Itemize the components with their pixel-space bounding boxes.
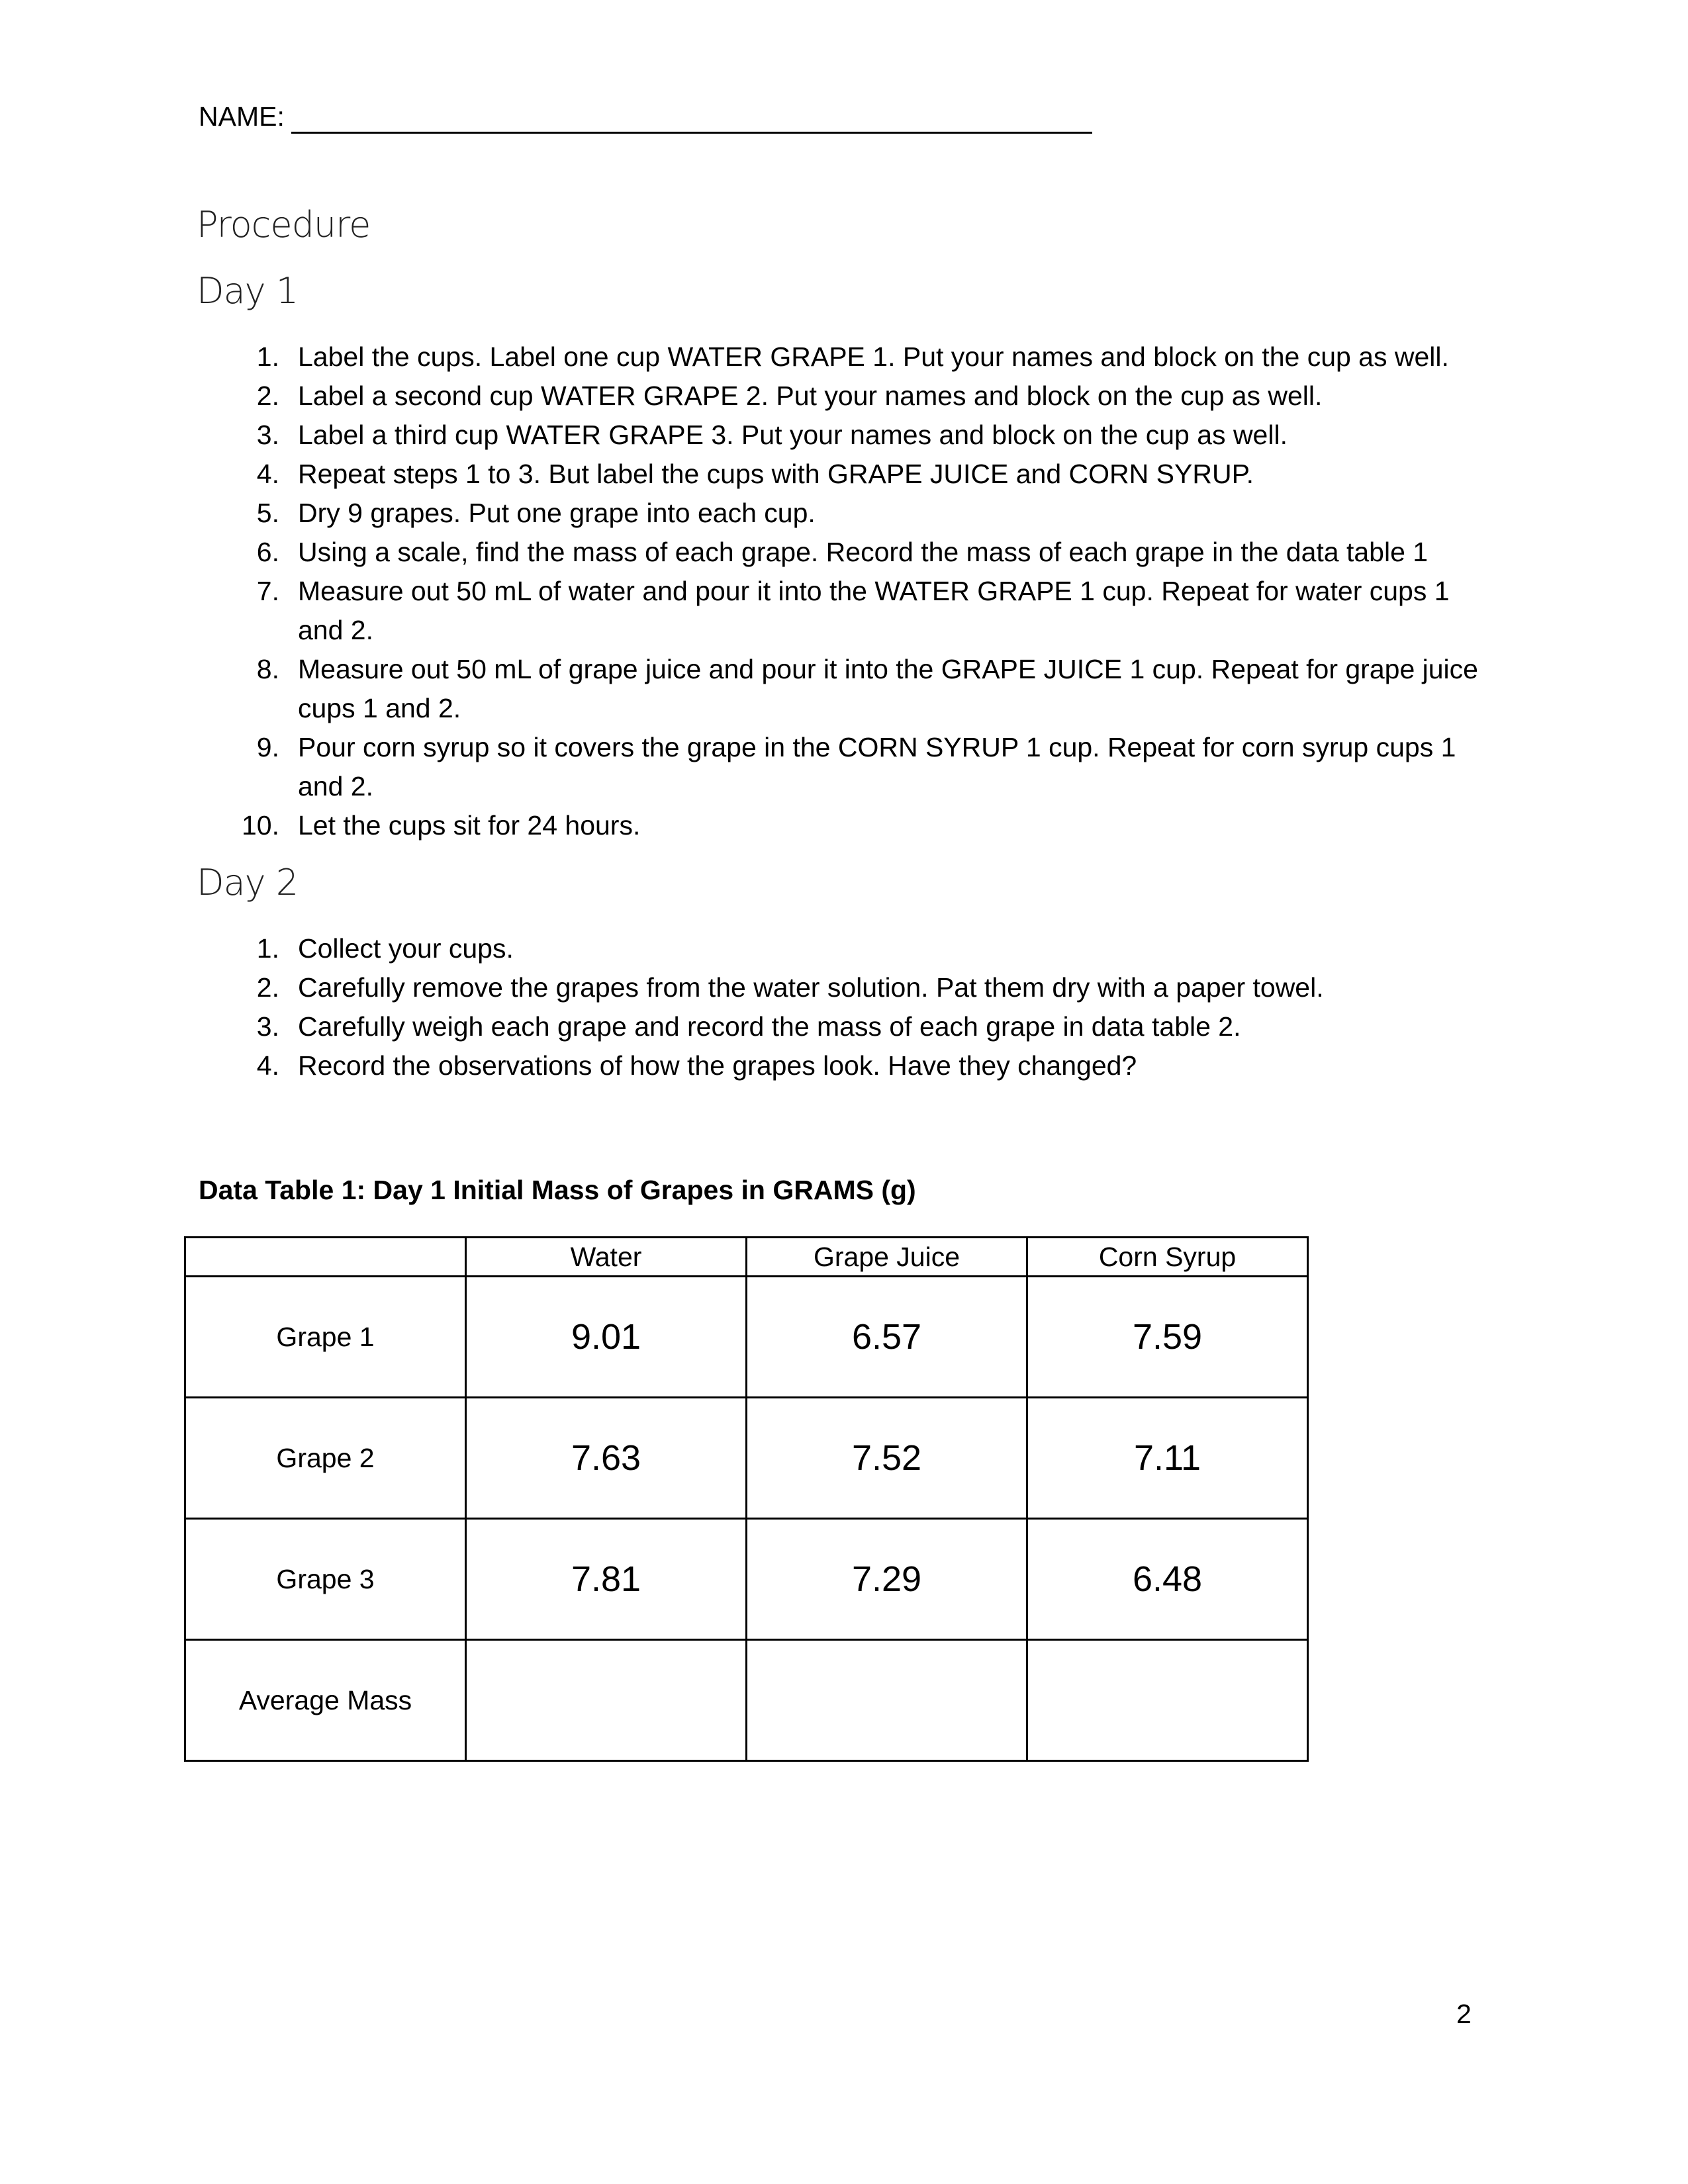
data-table-1	[184, 1236, 1309, 1762]
step-number: 3.	[256, 1011, 279, 1042]
row-label: Grape 1	[185, 1277, 466, 1398]
list-item	[238, 416, 1496, 455]
row-label: Grape 3	[185, 1519, 466, 1640]
table-cell[interactable]: 6.57	[747, 1277, 1027, 1398]
table-row	[185, 1519, 1308, 1640]
table-cell[interactable]: 9.01	[466, 1277, 747, 1398]
step-text: Dry 9 grapes. Put one grape into each cup.	[298, 498, 816, 528]
table-cell[interactable]: 7.29	[747, 1519, 1027, 1640]
step-number: 4.	[256, 459, 279, 489]
table-cell[interactable]: 6.48	[1027, 1519, 1308, 1640]
table-cell[interactable]: 7.81	[466, 1519, 747, 1640]
list-item	[238, 572, 1496, 650]
table-cell[interactable]: 7.63	[466, 1398, 747, 1519]
column-header-corn-syrup: Corn Syrup	[1027, 1238, 1308, 1277]
step-number: 1.	[256, 933, 279, 964]
table-cell[interactable]	[1027, 1640, 1308, 1761]
list-item	[238, 1046, 1496, 1085]
step-number: 4.	[256, 1050, 279, 1081]
step-number: 1.	[256, 341, 279, 372]
name-field-row	[199, 99, 1092, 134]
list-item	[238, 494, 1496, 533]
step-number: 7.	[256, 576, 279, 606]
step-number: 2.	[256, 381, 279, 411]
day1-steps-list	[238, 338, 1496, 845]
step-text: Label a third cup WATER GRAPE 3. Put your names and block on the cup as well.	[298, 420, 1288, 450]
table-cell[interactable]	[466, 1640, 747, 1761]
list-item	[238, 377, 1496, 416]
step-text: Collect your cups.	[298, 933, 514, 964]
table-header-row	[185, 1238, 1308, 1277]
step-number: 10.	[242, 810, 279, 841]
day1-heading: Day 1	[197, 270, 299, 312]
step-number: 3.	[256, 420, 279, 450]
day2-heading: Day 2	[197, 862, 299, 903]
table-row	[185, 1640, 1308, 1761]
name-label: NAME:	[199, 101, 285, 132]
list-item	[238, 650, 1496, 728]
column-header-blank	[185, 1238, 466, 1277]
step-number: 6.	[256, 537, 279, 567]
step-text: Measure out 50 mL of water and pour it into the WATER GRAPE 1 cup. Repeat for water cups 1 and 2.	[298, 576, 1450, 645]
column-header-water: Water	[466, 1238, 747, 1277]
step-text: Label a second cup WATER GRAPE 2. Put your names and block on the cup as well.	[298, 381, 1323, 411]
row-label: Grape 2	[185, 1398, 466, 1519]
step-text: Pour corn syrup so it covers the grape in the CORN SYRUP 1 cup. Repeat for corn syrup cups 1 and 2.	[298, 732, 1456, 801]
day2-steps-list	[238, 929, 1496, 1085]
row-label: Average Mass	[185, 1640, 466, 1761]
list-item	[238, 806, 1496, 845]
table-cell[interactable]: 7.59	[1027, 1277, 1308, 1398]
step-text: Label the cups. Label one cup WATER GRAPE 1. Put your names and block on the cup as well.	[298, 341, 1449, 372]
step-text: Carefully remove the grapes from the water solution. Pat them dry with a paper towel.	[298, 972, 1324, 1003]
step-number: 9.	[256, 732, 279, 762]
table-cell[interactable]: 7.52	[747, 1398, 1027, 1519]
step-number: 2.	[256, 972, 279, 1003]
list-item	[238, 338, 1496, 377]
list-item	[238, 1007, 1496, 1046]
table-row	[185, 1277, 1308, 1398]
procedure-heading: Procedure	[197, 204, 371, 246]
page-number: 2	[1456, 1999, 1472, 2029]
step-text: Record the observations of how the grapes look. Have they changed?	[298, 1050, 1137, 1081]
list-item	[238, 533, 1496, 572]
step-text: Repeat steps 1 to 3. But label the cups with GRAPE JUICE and CORN SYRUP.	[298, 459, 1254, 489]
step-text: Let the cups sit for 24 hours.	[298, 810, 641, 841]
name-blank-line[interactable]	[291, 105, 1092, 134]
step-text: Using a scale, find the mass of each grape. Record the mass of each grape in the data table 1	[298, 537, 1429, 567]
list-item	[238, 968, 1496, 1007]
data-table-1-caption: Data Table 1: Day 1 Initial Mass of Grapes in GRAMS (g)	[199, 1175, 916, 1205]
step-number: 5.	[256, 498, 279, 528]
step-text: Carefully weigh each grape and record the mass of each grape in data table 2.	[298, 1011, 1241, 1042]
table-cell[interactable]	[747, 1640, 1027, 1761]
table-cell[interactable]: 7.11	[1027, 1398, 1308, 1519]
table-row	[185, 1398, 1308, 1519]
list-item	[238, 929, 1496, 968]
list-item	[238, 728, 1496, 806]
list-item	[238, 455, 1496, 494]
step-number: 8.	[256, 654, 279, 684]
column-header-grape-juice: Grape Juice	[747, 1238, 1027, 1277]
step-text: Measure out 50 mL of grape juice and pour it into the GRAPE JUICE 1 cup. Repeat for grape juice cups 1 and 2.	[298, 654, 1478, 723]
